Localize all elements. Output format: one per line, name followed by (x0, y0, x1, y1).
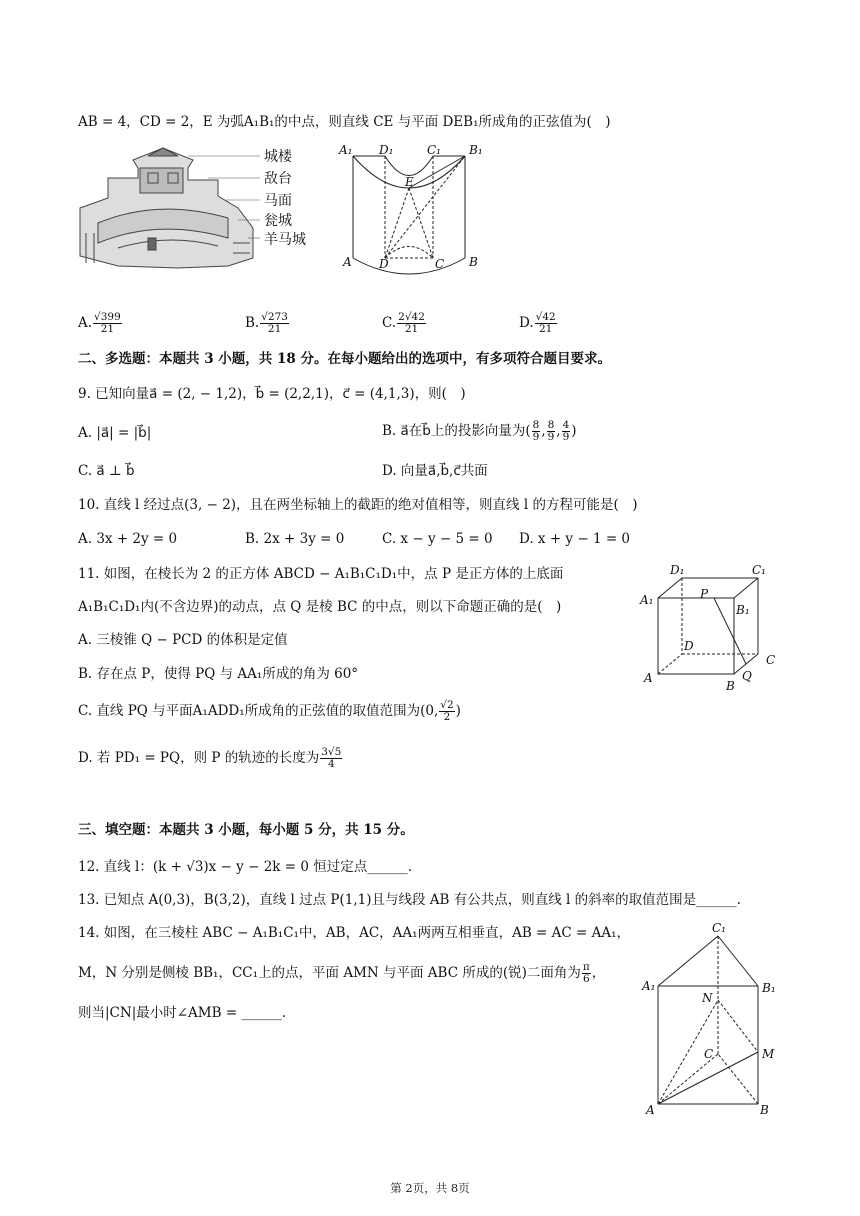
q10-option-c: C. x − y − 5 = 0 (382, 531, 493, 547)
section-multi-choice-heading: 二、多选题：本题共 3 小题，共 18 分。在每小题给出的选项中，有多项符合题目要求。 (78, 351, 611, 367)
pt-d1: D₁ (670, 563, 685, 577)
q8-option-b: B. $\frac{√273}{21}$ (245, 311, 288, 335)
q10-option-b: B. 2x + 3y = 0 (245, 531, 345, 547)
pt-a1: A₁ (339, 143, 353, 157)
pt-b1: B₁ (469, 143, 483, 157)
q14-line2: M，N 分别是侧棱 BB₁，CC₁上的点，平面 AMN 与平面 ABC 所成的(锐)二面角为 $\frac{\pi}{6}$ ， (78, 961, 606, 985)
pt-n: N (702, 991, 713, 1005)
q11-stem-line2: A₁B₁C₁D₁内(不含边界)的动点，点 Q 是棱 BC 的中点，则以下命题正确的是( ) (78, 599, 562, 615)
label-yangmacheng: 羊马城 (264, 232, 306, 248)
q9-option-a: A. |a⃗| = |b⃗| (78, 425, 152, 441)
q9-option-b: B. a⃗在b⃗上的投影向量为( $\frac{8}{9}$ , $\frac{8}{9}$ , $\frac{4}{9}$ ) (382, 419, 577, 443)
pt-m: M (762, 1047, 775, 1061)
q11-option-d: D. 若 PD₁ = PQ，则 P 的轨迹的长度为 $\frac{3√5}{4}$ (78, 746, 342, 770)
pt-c: C (766, 653, 776, 667)
q14-line1: 14. 如图，在三棱柱 ABC − A₁B₁C₁中，AB，AC，AA₁两两互相垂直，AB = AC = AA₁， (78, 925, 631, 941)
q11-option-a: A. 三棱锥 Q − PCD 的体积是定值 (78, 632, 288, 648)
label-wengcheng: 瓮城 (264, 213, 292, 229)
q8-option-c: C. $\frac{2√42}{21}$ (382, 311, 425, 335)
q8-photo-figure (78, 138, 330, 273)
pt-d: D (379, 257, 389, 271)
label-ditai: 敌台 (264, 171, 292, 187)
q8-stem: AB = 4，CD = 2，E 为弧A₁B₁的中点，则直线 CE 与平面 DEB₁所成角的正弦值为( ) (78, 114, 611, 130)
pt-c1: C₁ (427, 143, 441, 157)
pt-b: B (760, 1103, 769, 1117)
pt-b1: B₁ (736, 603, 750, 617)
pt-b1: B₁ (762, 981, 776, 995)
pt-c1: C₁ (752, 563, 766, 577)
q14-line3: 则当|CN|最小时∠AMB = ______. (78, 1005, 287, 1021)
q11-option-c: C. 直线 PQ 与平面A₁ADD₁所成角的正弦值的取值范围为(0, $\frac{√2}{2}$ ) (78, 699, 461, 723)
pt-c: C (704, 1047, 714, 1061)
q11-cube-figure (638, 560, 788, 695)
q9-option-c: C. a⃗ ⊥ b⃗ (78, 463, 135, 479)
q9-option-d: D. 向量a⃗,b⃗,c⃗共面 (382, 463, 488, 479)
q9-stem: 9. 已知向量a⃗ = (2, − 1,2)，b⃗ = (2,2,1)，c⃗ = (4,1,3)，则( ) (78, 386, 466, 402)
label-mamian: 马面 (264, 193, 292, 209)
pt-d1: D₁ (379, 143, 394, 157)
q10-option-d: D. x + y − 1 = 0 (519, 531, 631, 547)
pt-a1: A₁ (642, 979, 656, 993)
pt-e: E (405, 175, 414, 189)
page-footer: 第 2页，共 8页 (390, 1181, 470, 1195)
pt-b: B (726, 679, 735, 693)
pt-a: A (646, 1103, 655, 1117)
pt-c1: C₁ (712, 921, 726, 935)
label-chenglou: 城楼 (264, 149, 292, 165)
pt-a: A (343, 255, 352, 269)
q8-option-d: D. $\frac{√42}{21}$ (519, 311, 556, 335)
q13-stem: 13. 已知点 A(0,3)，B(3,2)，直线 l 过点 P(1,1)且与线段 AB 有公共点，则直线 l 的斜率的取值范围是______. (78, 892, 741, 908)
q10-option-a: A. 3x + 2y = 0 (78, 531, 178, 547)
pt-a1: A₁ (640, 593, 654, 607)
q11-stem-line1: 11. 如图，在棱长为 2 的正方体 ABCD − A₁B₁C₁D₁中，点 P 是正方体的上底面 (78, 566, 564, 582)
q8-geometry-figure (335, 140, 495, 275)
pt-b: B (469, 255, 478, 269)
q11-option-b: B. 存在点 P，使得 PQ 与 AA₁所成的角为 60° (78, 666, 359, 682)
q14-prism-figure (640, 918, 790, 1118)
pt-c: C (435, 257, 445, 271)
pt-d: D (684, 639, 694, 653)
pt-a: A (644, 671, 653, 685)
pt-q: Q (742, 669, 752, 683)
pt-p: P (700, 587, 709, 601)
section-fill-blank-heading: 三、填空题：本题共 3 小题，每小题 5 分，共 15 分。 (78, 822, 414, 838)
q12-stem: 12. 直线 l：(k + √3)x − y − 2k = 0 恒过定点______. (78, 859, 413, 875)
q8-option-a: A. $\frac{√399}{21}$ (78, 311, 121, 335)
q10-stem: 10. 直线 l 经过点(3, − 2)，且在两坐标轴上的截距的绝对值相等，则直线 l 的方程可能是( ) (78, 497, 638, 513)
